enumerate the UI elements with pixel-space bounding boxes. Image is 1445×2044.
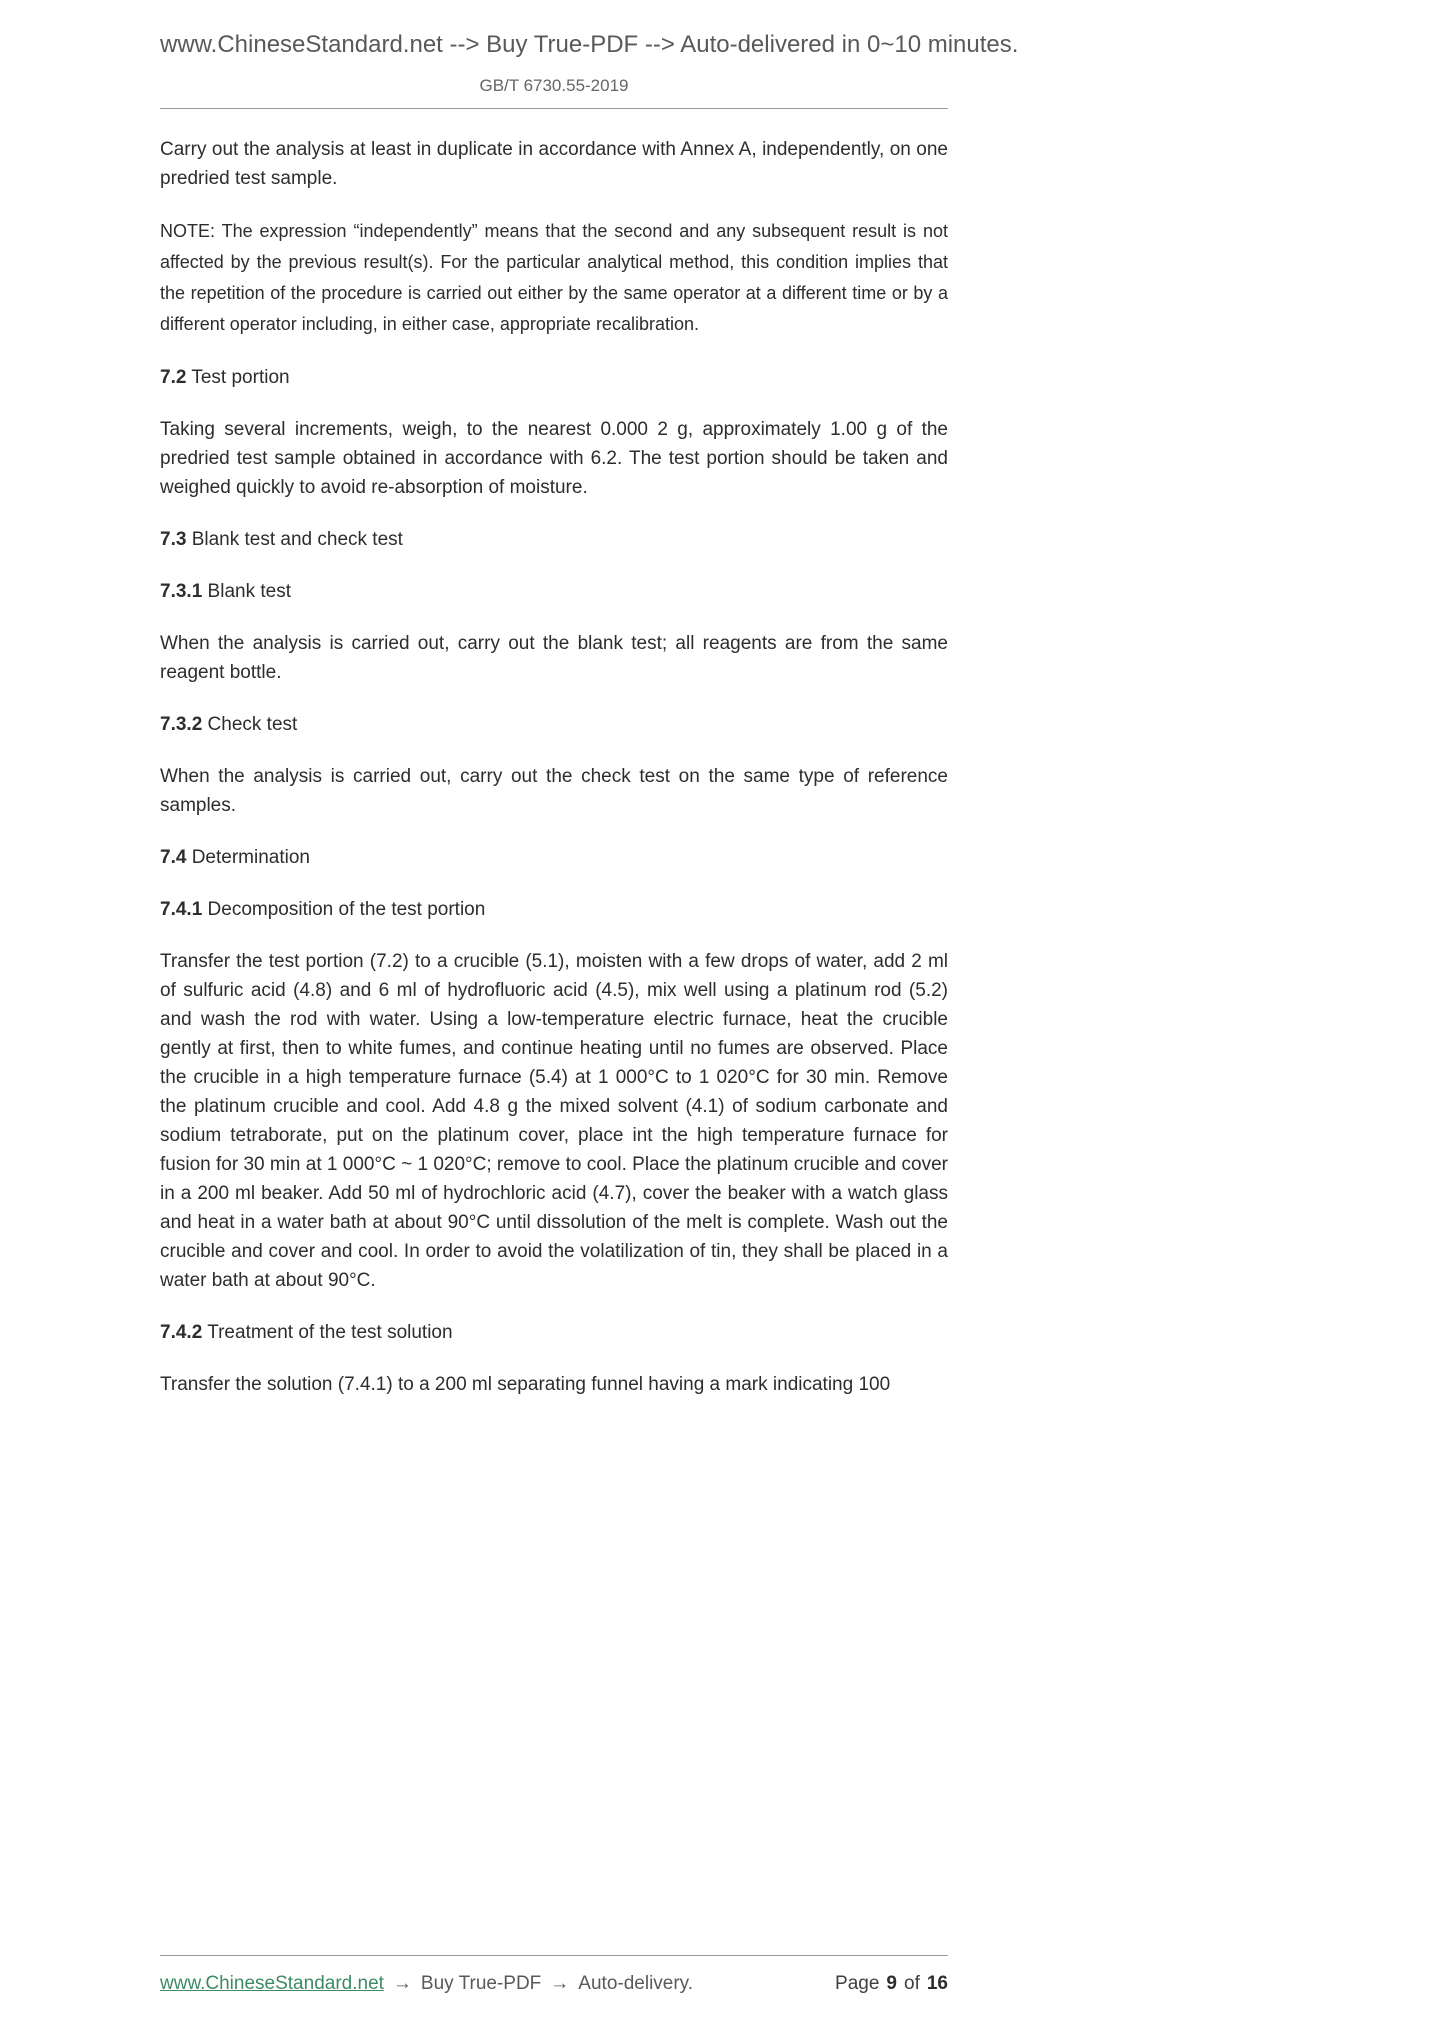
of-label: of: [904, 1973, 920, 1994]
page-indicator: [835, 1972, 948, 1996]
clause-title: Blank test: [207, 581, 291, 602]
page-header: [160, 30, 1019, 109]
clause-heading: [160, 363, 948, 392]
clause-title: Determination: [191, 847, 310, 868]
footer-buy-text: Buy True-PDF: [420, 1973, 542, 1994]
body-paragraph: Carry out the analysis at least in duplicate in accordance with Annex A, independently, on one predried test sample.: [160, 139, 948, 189]
clause-number: 7.4.2: [160, 1322, 203, 1343]
promo-banner: www.ChineseStandard.net --> Buy True-PDF --> Auto-delivered in 0~10 minutes.: [160, 31, 1019, 58]
content-column: [160, 0, 1019, 1422]
clause-number: 7.4: [160, 847, 187, 868]
body-paragraph: When the analysis is carried out, carry out the check test on the same type of reference samples.: [160, 766, 948, 816]
body-paragraph: When the analysis is carried out, carry out the blank test; all reagents are from the same reagent bottle.: [160, 633, 948, 683]
arrow-right-icon: →: [392, 1973, 412, 1994]
footer-promo: [160, 1972, 693, 1996]
clause-title: Decomposition of the test portion: [207, 899, 486, 920]
clause-heading: [160, 710, 948, 739]
body-paragraph: Transfer the solution (7.4.1) to a 200 ml separating funnel having a mark indicating 100: [160, 1374, 891, 1395]
clause-number: 7.3.2: [160, 714, 203, 735]
note-paragraph: NOTE: The expression “independently” means that the second and any subsequent result is not affected by the previous result(s). For the particular analytical method, this condition implies that the repetition of the procedure is carried out either by the same operator at a different time or by a different operator including, in either case, appropriate recalibration.: [160, 221, 948, 334]
clause-title: Treatment of the test solution: [207, 1322, 453, 1343]
clause-heading: [160, 577, 948, 606]
clause-number: 7.3.1: [160, 581, 203, 602]
clause-number: 7.3: [160, 529, 187, 550]
page-footer: [160, 1943, 948, 1996]
footer-row: [160, 1972, 948, 1996]
body-paragraph: Taking several increments, weigh, to the nearest 0.000 2 g, approximately 1.00 g of the predried test sample obtained in accordance with 6.2. The test portion should be taken and weighed quickly to avoid re-absorption of moisture.: [160, 419, 948, 498]
clause-title: Blank test and check test: [191, 529, 403, 550]
clause-title: Check test: [207, 714, 298, 735]
document-body: [160, 109, 948, 1399]
body-paragraph: Transfer the test portion (7.2) to a crucible (5.1), moisten with a few drops of water, add 2 ml of sulfuric acid (4.8) and 6 ml of hydrofluoric acid (4.5), mix well using a platinum rod (5.2) and wash the rod with water. Using a low-temperature electric furnace, heat the crucible gently at first, then to white fumes, and continue heating until no fumes are observed. Place the crucible in a high temperature furnace (5.4) at 1 000°C to 1 020°C for 30 min. Remove the platinum crucible and cool. Add 4.8 g the mixed solvent (4.1) of sodium carbonate and sodium tetraborate, put on the platinum cover, place int the high temperature furnace for fusion for 30 min at 1 000°C ~ 1 020°C; remove to cool. Place the platinum crucible and cover in a 200 ml beaker. Add 50 ml of hydrochloric acid (4.7), cover the beaker with a watch glass and heat in a water bath at about 90°C until dissolution of the melt is complete. Wash out the crucible and cover and cool. In order to avoid the volatilization of tin, they shall be placed in a water bath at about 90°C.: [160, 951, 948, 1291]
footer-divider: [160, 1955, 948, 1956]
clause-heading: [160, 895, 948, 924]
total-pages-number: 16: [926, 1973, 948, 1994]
clause-heading: [160, 525, 948, 554]
page-label: Page: [835, 1973, 880, 1994]
clause-heading: [160, 1318, 948, 1347]
doc-number: GB/T 6730.55-2019: [479, 76, 629, 95]
current-page-number: 9: [886, 1973, 897, 1994]
clause-number: 7.4.1: [160, 899, 203, 920]
arrow-right-icon: →: [550, 1973, 570, 1994]
clause-heading: [160, 843, 948, 872]
footer-link[interactable]: www.ChineseStandard.net: [160, 1973, 384, 1994]
footer-delivery-text: Auto-delivery.: [578, 1973, 694, 1994]
clause-title: Test portion: [191, 367, 290, 388]
clause-number: 7.2: [160, 367, 187, 388]
